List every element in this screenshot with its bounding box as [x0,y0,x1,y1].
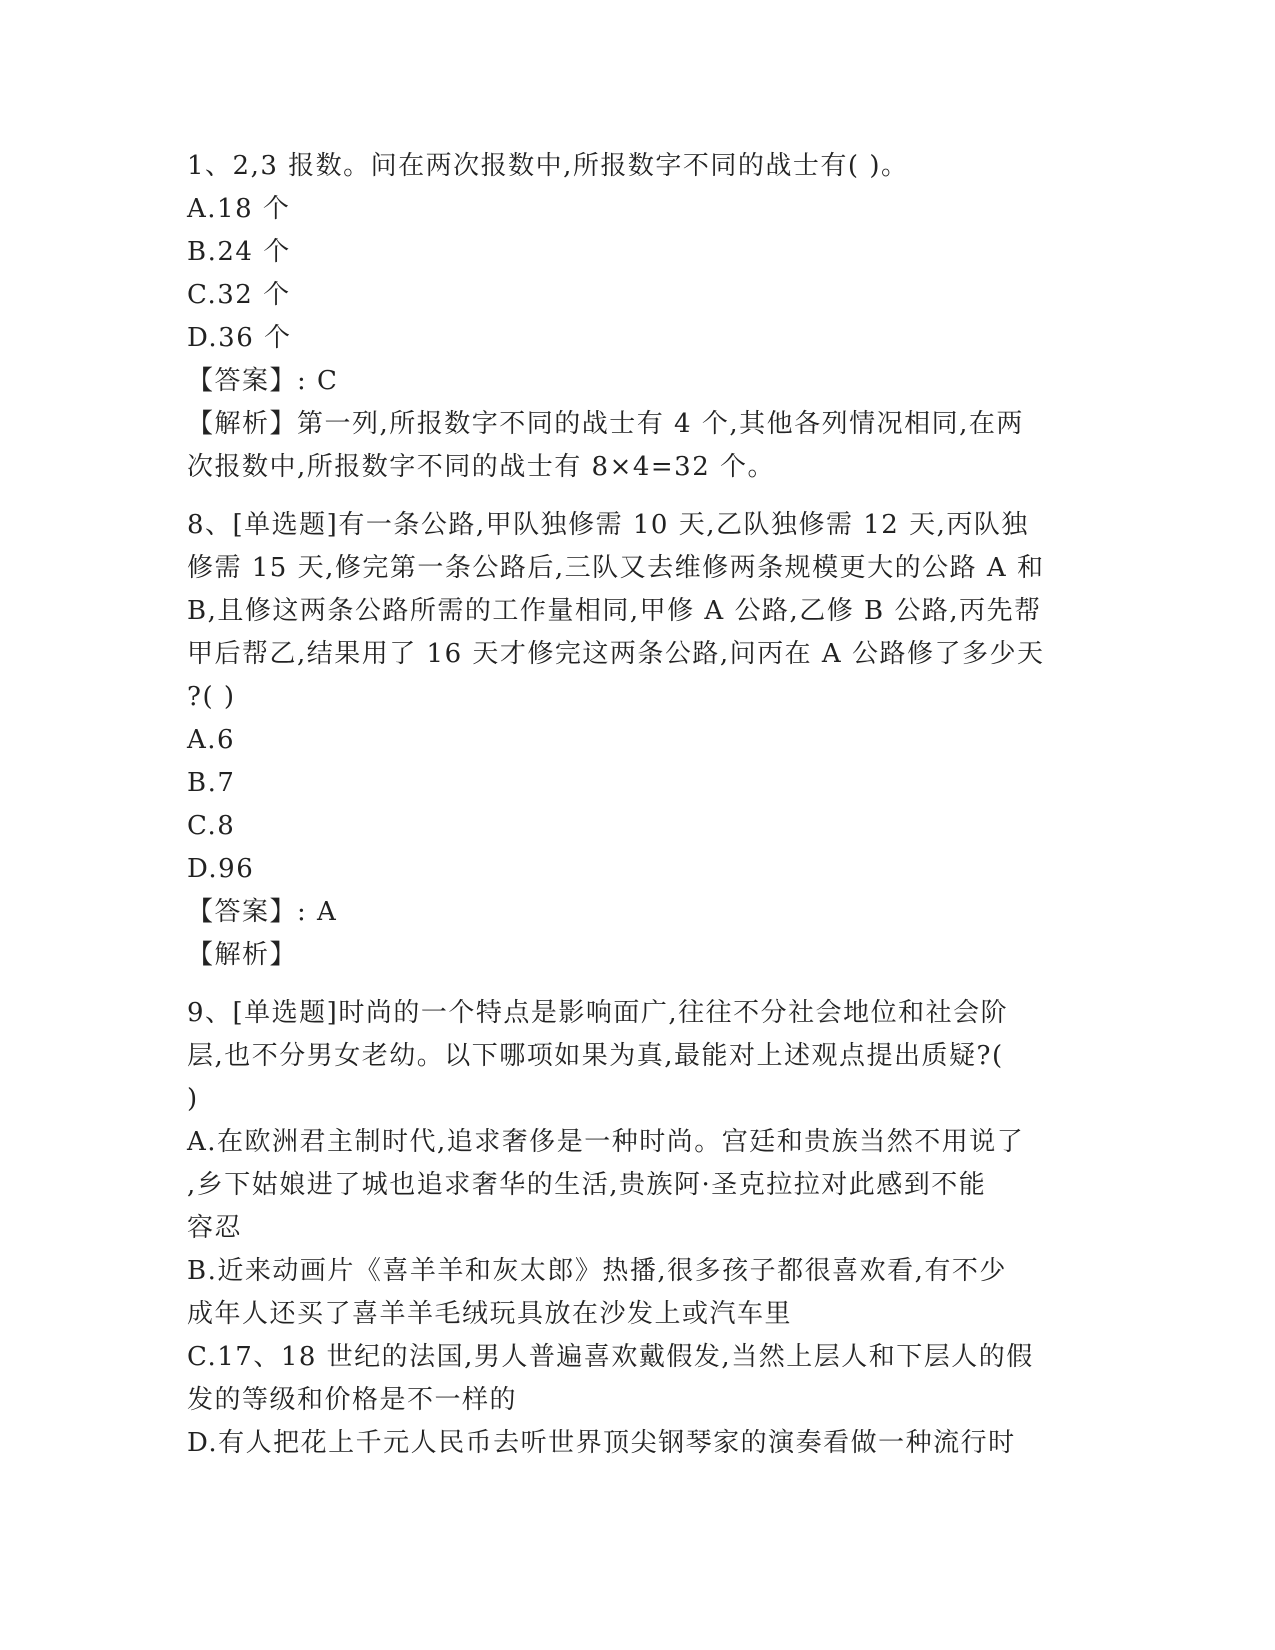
question-stem: 层,也不分男女老幼。以下哪项如果为真,最能对上述观点提出质疑?( [187,1041,1004,1071]
option-b: B.24 个 [187,237,291,267]
question-stem: 甲后帮乙,结果用了 16 天才修完这两条公路,问丙在 A 公路修了多少天 [187,639,1045,669]
question-block [187,504,1087,977]
option-a: ,乡下姑娘进了城也追求奢华的生活,贵族阿·圣克拉拉对此感到不能 [187,1170,987,1200]
option-b: B.近来动画片《喜羊羊和灰太郎》热播,很多孩子都很喜欢看,有不少 [187,1256,1007,1286]
option-c: C.32 个 [187,280,291,310]
option-b: 成年人还买了喜羊羊毛绒玩具放在沙发上或汽车里 [187,1299,793,1329]
question-stem: 1、2,3 报数。问在两次报数中,所报数字不同的战士有( )。 [187,151,909,181]
analysis-line: 【解析】第一列,所报数字不同的战士有 4 个,其他各列情况相同,在两 [187,409,1024,439]
question-block [187,145,1087,489]
question-stem: ) [187,1084,199,1114]
option-b: B.7 [187,768,236,798]
question-stem: 修需 15 天,修完第一条公路后,三队又去维修两条规模更大的公路 A 和 [187,553,1045,583]
option-d: D.96 [187,854,255,884]
answer-line: 【答案】: A [187,897,338,927]
option-a: 容忍 [187,1213,243,1243]
option-c: 发的等级和价格是不一样的 [187,1385,518,1415]
option-a: A.6 [187,725,236,755]
analysis-line: 【解析】 [187,940,298,970]
option-a: A.18 个 [187,194,291,224]
question-stem: ?( ) [187,682,236,712]
option-a: A.在欧洲君主制时代,追求奢侈是一种时尚。宫廷和贵族当然不用说了 [187,1127,1025,1157]
answer-line: 【答案】: C [187,366,339,396]
analysis-line: 次报数中,所报数字不同的战士有 8×4=32 个。 [187,452,776,482]
document-page [187,145,1087,1465]
option-d: D.有人把花上千元人民币去听世界顶尖钢琴家的演奏看做一种流行时 [187,1428,1016,1458]
question-stem: 9、[单选题]时尚的一个特点是影响面广,往往不分社会地位和社会阶 [187,998,1009,1028]
question-stem: 8、[单选题]有一条公路,甲队独修需 10 天,乙队独修需 12 天,丙队独 [187,510,1029,540]
option-c: C.8 [187,811,236,841]
question-block [187,992,1087,1465]
option-d: D.36 个 [187,323,292,353]
option-c: C.17、18 世纪的法国,男人普遍喜欢戴假发,当然上层人和下层人的假 [187,1342,1034,1372]
question-stem: B,且修这两条公路所需的工作量相同,甲修 A 公路,乙修 B 公路,丙先帮 [187,596,1042,626]
